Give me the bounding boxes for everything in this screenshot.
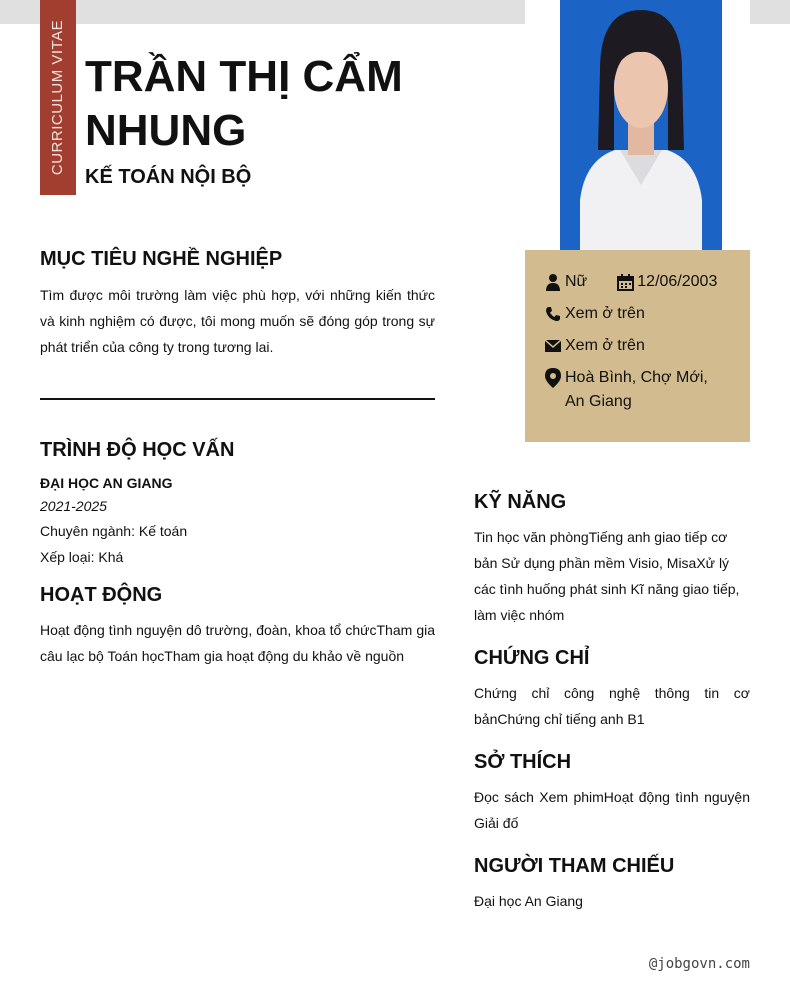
- skills-title: KỸ NĂNG: [474, 491, 567, 513]
- profile-photo: [525, 0, 750, 250]
- education-major: Chuyên ngành: Kế toán: [40, 523, 188, 539]
- footer-watermark[interactable]: @jobgovn.com: [648, 956, 750, 972]
- certificates-text: Chứng chỉ công nghệ thông tin cơ bảnChứng chỉ tiếng anh B1: [474, 685, 750, 727]
- gender-birthdate-row: [545, 270, 730, 294]
- activities-title: HOẠT ĐỘNG: [40, 584, 163, 606]
- phone-icon: [545, 302, 563, 326]
- objective-text: Tìm được môi trường làm việc phù hợp, với những kiến thức và kinh nghiệm có được, tôi mong muốn sẽ đóng góp trong sự phát triển của công ty trong tương lai.: [40, 287, 435, 355]
- hobbies-title: SỞ THÍCH: [474, 751, 572, 773]
- hobbies-text: Đọc sách Xem phimHoạt động tình nguyện Giải đố: [474, 789, 750, 831]
- address-row: [545, 366, 730, 414]
- birthdate-value: 12/06/2003: [637, 273, 718, 290]
- envelope-icon: [545, 334, 563, 358]
- gender-value: Nữ: [565, 273, 588, 290]
- activities-text: Hoạt động tình nguyện dô trường, đoàn, khoa tổ chứcTham gia câu lạc bộ Toán họcTham gia hoạt động du khảo về nguồn: [40, 622, 435, 664]
- education-years: 2021-2025: [40, 498, 107, 514]
- phone-value: Xem ở trên: [565, 305, 645, 322]
- person-icon: [545, 270, 563, 294]
- email-value: Xem ở trên: [565, 337, 645, 354]
- education-school: ĐẠI HỌC AN GIANG: [40, 475, 173, 491]
- cv-label-text: CURRICULUM VITAE: [49, 19, 67, 176]
- cv-vertical-label: [40, 0, 76, 195]
- calendar-icon: [617, 270, 635, 294]
- skills-text: Tin học văn phòngTiếng anh giao tiếp cơ bản Sử dụng phần mềm Visio, MisaXử lý các tình huống phát sinh Kĩ năng giao tiếp, làm việc nhóm: [474, 529, 740, 623]
- top-band: [0, 0, 525, 24]
- certificates-title: CHỨNG CHỈ: [474, 647, 590, 669]
- candidate-name: TRẦN THỊ CẨM NHUNG: [85, 52, 403, 155]
- contact-info-box: [525, 250, 750, 442]
- location-pin-icon: [545, 366, 563, 390]
- phone-row: [545, 302, 730, 326]
- references-text: Đại học An Giang: [474, 893, 583, 909]
- education-rank: Xếp loại: Khá: [40, 549, 124, 565]
- education-title: TRÌNH ĐỘ HỌC VẤN: [40, 439, 235, 461]
- top-band: [750, 0, 790, 24]
- section-divider: [40, 398, 435, 400]
- email-row: [545, 334, 730, 358]
- references-title: NGƯỜI THAM CHIẾU: [474, 855, 675, 877]
- address-value: Hoà Bình, Chợ Mới, An Giang: [565, 369, 708, 410]
- job-title: KẾ TOÁN NỘI BỘ: [85, 166, 252, 188]
- objective-title: MỤC TIÊU NGHỀ NGHIỆP: [40, 248, 283, 270]
- portrait-image: [560, 0, 722, 250]
